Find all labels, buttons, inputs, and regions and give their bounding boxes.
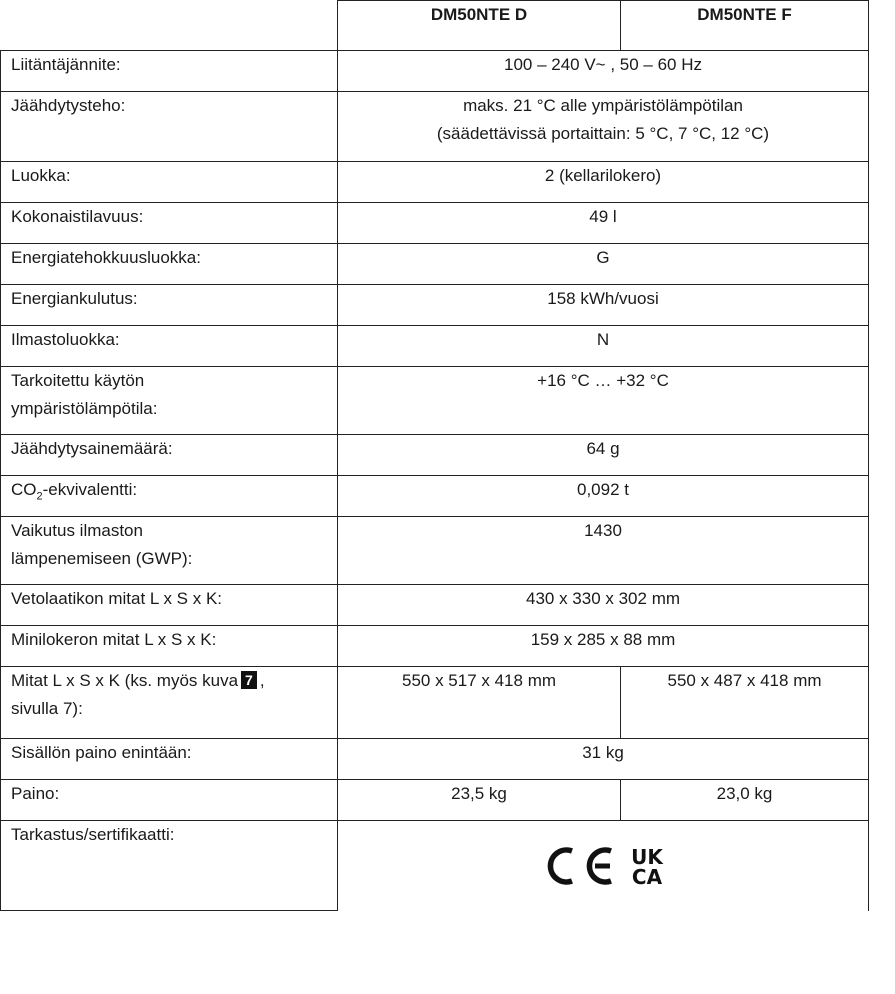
table-row (1, 92, 869, 162)
weight-label: Paino: (1, 780, 338, 821)
dims-label-post: , (259, 671, 265, 690)
co2-label-sub: 2 (36, 490, 43, 503)
table-row (1, 476, 869, 517)
voltage-label: Liitäntäjännite: (1, 51, 338, 92)
model-d-header: DM50NTE D (338, 1, 621, 51)
cert-marks (338, 821, 869, 911)
drawer-value: 430 x 330 x 302 mm (338, 585, 869, 626)
gwp-value: 1430 (338, 517, 869, 585)
table-row (1, 51, 869, 92)
ambient-label (1, 367, 338, 435)
table-row (1, 585, 869, 626)
table-row (1, 367, 869, 435)
ambient-label-line2: ympäristölämpötila: (11, 399, 158, 418)
gwp-label-line1: Vaikutus ilmaston (11, 521, 143, 540)
energy-use-label: Energiankulutus: (1, 285, 338, 326)
dims-label-line2: sivulla 7): (11, 699, 83, 718)
table-row (1, 326, 869, 367)
refrigerant-value: 64 g (338, 435, 869, 476)
cooling-value-line2: (säädettävissä portaittain: 5 °C, 7 °C, 12 °C) (436, 124, 770, 143)
table-row (1, 739, 869, 780)
header-blank (1, 1, 338, 51)
mini-label: Minilokeron mitat L x S x K: (1, 626, 338, 667)
ukca-mark-bottom: CA (631, 864, 663, 887)
figure-ref-badge[interactable]: 7 (241, 671, 257, 689)
voltage-value: 100 – 240 V~ , 50 – 60 Hz (338, 51, 869, 92)
header-row (1, 1, 869, 51)
co2-label-rest: -ekvivalentti: (42, 480, 138, 499)
gwp-label-line2: lämpenemiseen (GWP): (11, 549, 193, 568)
refrigerant-label: Jäähdytysainemäärä: (1, 435, 338, 476)
table-row (1, 517, 869, 585)
weight-value-d: 23,5 kg (338, 780, 621, 821)
payload-label: Sisällön paino enintään: (1, 739, 338, 780)
dims-label-pre: Mitat L x S x K (ks. myös kuva (11, 671, 239, 690)
ambient-value: +16 °C … +32 °C (338, 367, 869, 435)
dims-value-f: 550 x 487 x 418 mm (621, 667, 869, 739)
table-row (1, 162, 869, 203)
weight-value-f: 23,0 kg (621, 780, 869, 821)
volume-label: Kokonaistilavuus: (1, 203, 338, 244)
energy-class-value: G (338, 244, 869, 285)
table-row (1, 203, 869, 244)
cert-label: Tarkastus/sertifikaatti: (1, 821, 338, 911)
table-row (1, 667, 869, 739)
energy-use-value: 158 kWh/vuosi (338, 285, 869, 326)
ambient-label-line1: Tarkoitettu käytön (11, 371, 145, 390)
model-f-header: DM50NTE F (621, 1, 869, 51)
cooling-label: Jäähdytysteho: (1, 92, 338, 162)
ukca-mark-top: UK (631, 844, 663, 869)
dims-value-d: 550 x 517 x 418 mm (338, 667, 621, 739)
climate-label: Ilmastoluokka: (1, 326, 338, 367)
table-row (1, 285, 869, 326)
energy-class-label: Energiatehokkuusluokka: (1, 244, 338, 285)
table-row (1, 821, 869, 911)
climate-value: N (338, 326, 869, 367)
payload-value: 31 kg (338, 739, 869, 780)
drawer-label: Vetolaatikon mitat L x S x K: (1, 585, 338, 626)
volume-value: 49 l (338, 203, 869, 244)
cooling-value-line1: maks. 21 °C alle ympäristölämpötilan (463, 96, 743, 115)
cooling-value (338, 92, 869, 162)
mini-value: 159 x 285 x 88 mm (338, 626, 869, 667)
co2-label-main: CO (11, 480, 37, 499)
ukca-mark-icon (627, 845, 667, 887)
ce-mark-icon (539, 846, 617, 886)
table-row (1, 435, 869, 476)
gwp-label (1, 517, 338, 585)
dims-label (1, 667, 338, 739)
table-row (1, 626, 869, 667)
co2-label (1, 476, 338, 517)
class-value: 2 (kellarilokero) (338, 162, 869, 203)
co2-value: 0,092 t (338, 476, 869, 517)
table-row (1, 780, 869, 821)
class-label: Luokka: (1, 162, 338, 203)
table-row (1, 244, 869, 285)
